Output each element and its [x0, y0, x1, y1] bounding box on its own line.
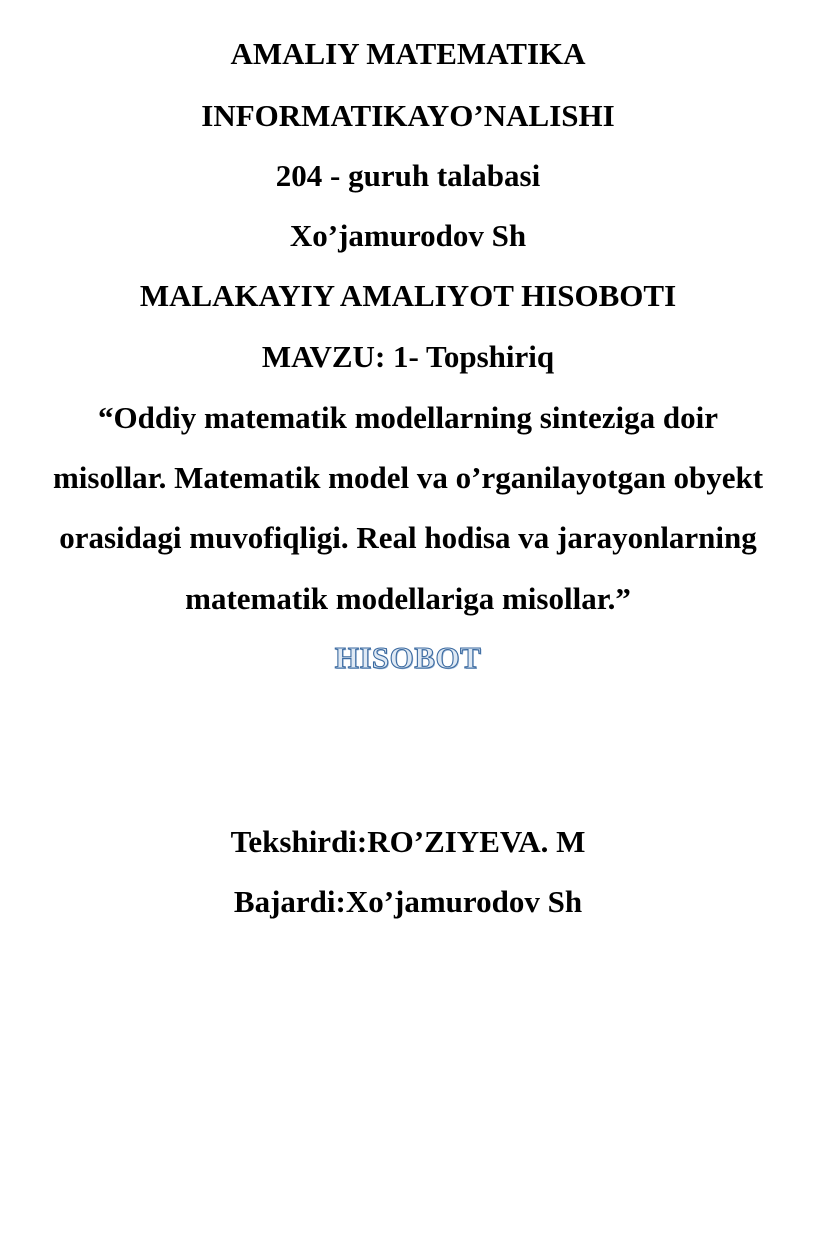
report-title-wordart: HISOBOT	[334, 640, 482, 675]
topic-text-line-1: “Oddiy matematik modellarning sinteziga doir	[98, 400, 718, 435]
field-of-study-line-1: AMALIY MATEMATIKA	[230, 36, 586, 71]
topic-text-line-2: misollar. Matematik model va o’rganilayotgan obyekt	[52, 460, 764, 495]
checked-by-line: Tekshirdi:RO’ZIYEVA. M	[230, 824, 586, 859]
student-name: Xo’jamurodov Sh	[289, 218, 527, 253]
topic-label: MAVZU: 1- Topshiriq	[261, 339, 555, 374]
topic-text-line-4: matematik modellariga misollar.”	[185, 581, 631, 616]
report-type-heading: MALAKAYIY AMALIYOT HISOBOTI	[139, 278, 677, 313]
field-of-study-line-2: INFORMATIKAYO’NALISHI	[201, 98, 615, 133]
done-by-line: Bajardi:Xo’jamurodov Sh	[233, 884, 583, 919]
topic-text-line-3: orasidagi muvofiqligi. Real hodisa va jarayonlarning	[59, 520, 757, 555]
group-student-line: 204 - guruh talabasi	[275, 158, 541, 193]
